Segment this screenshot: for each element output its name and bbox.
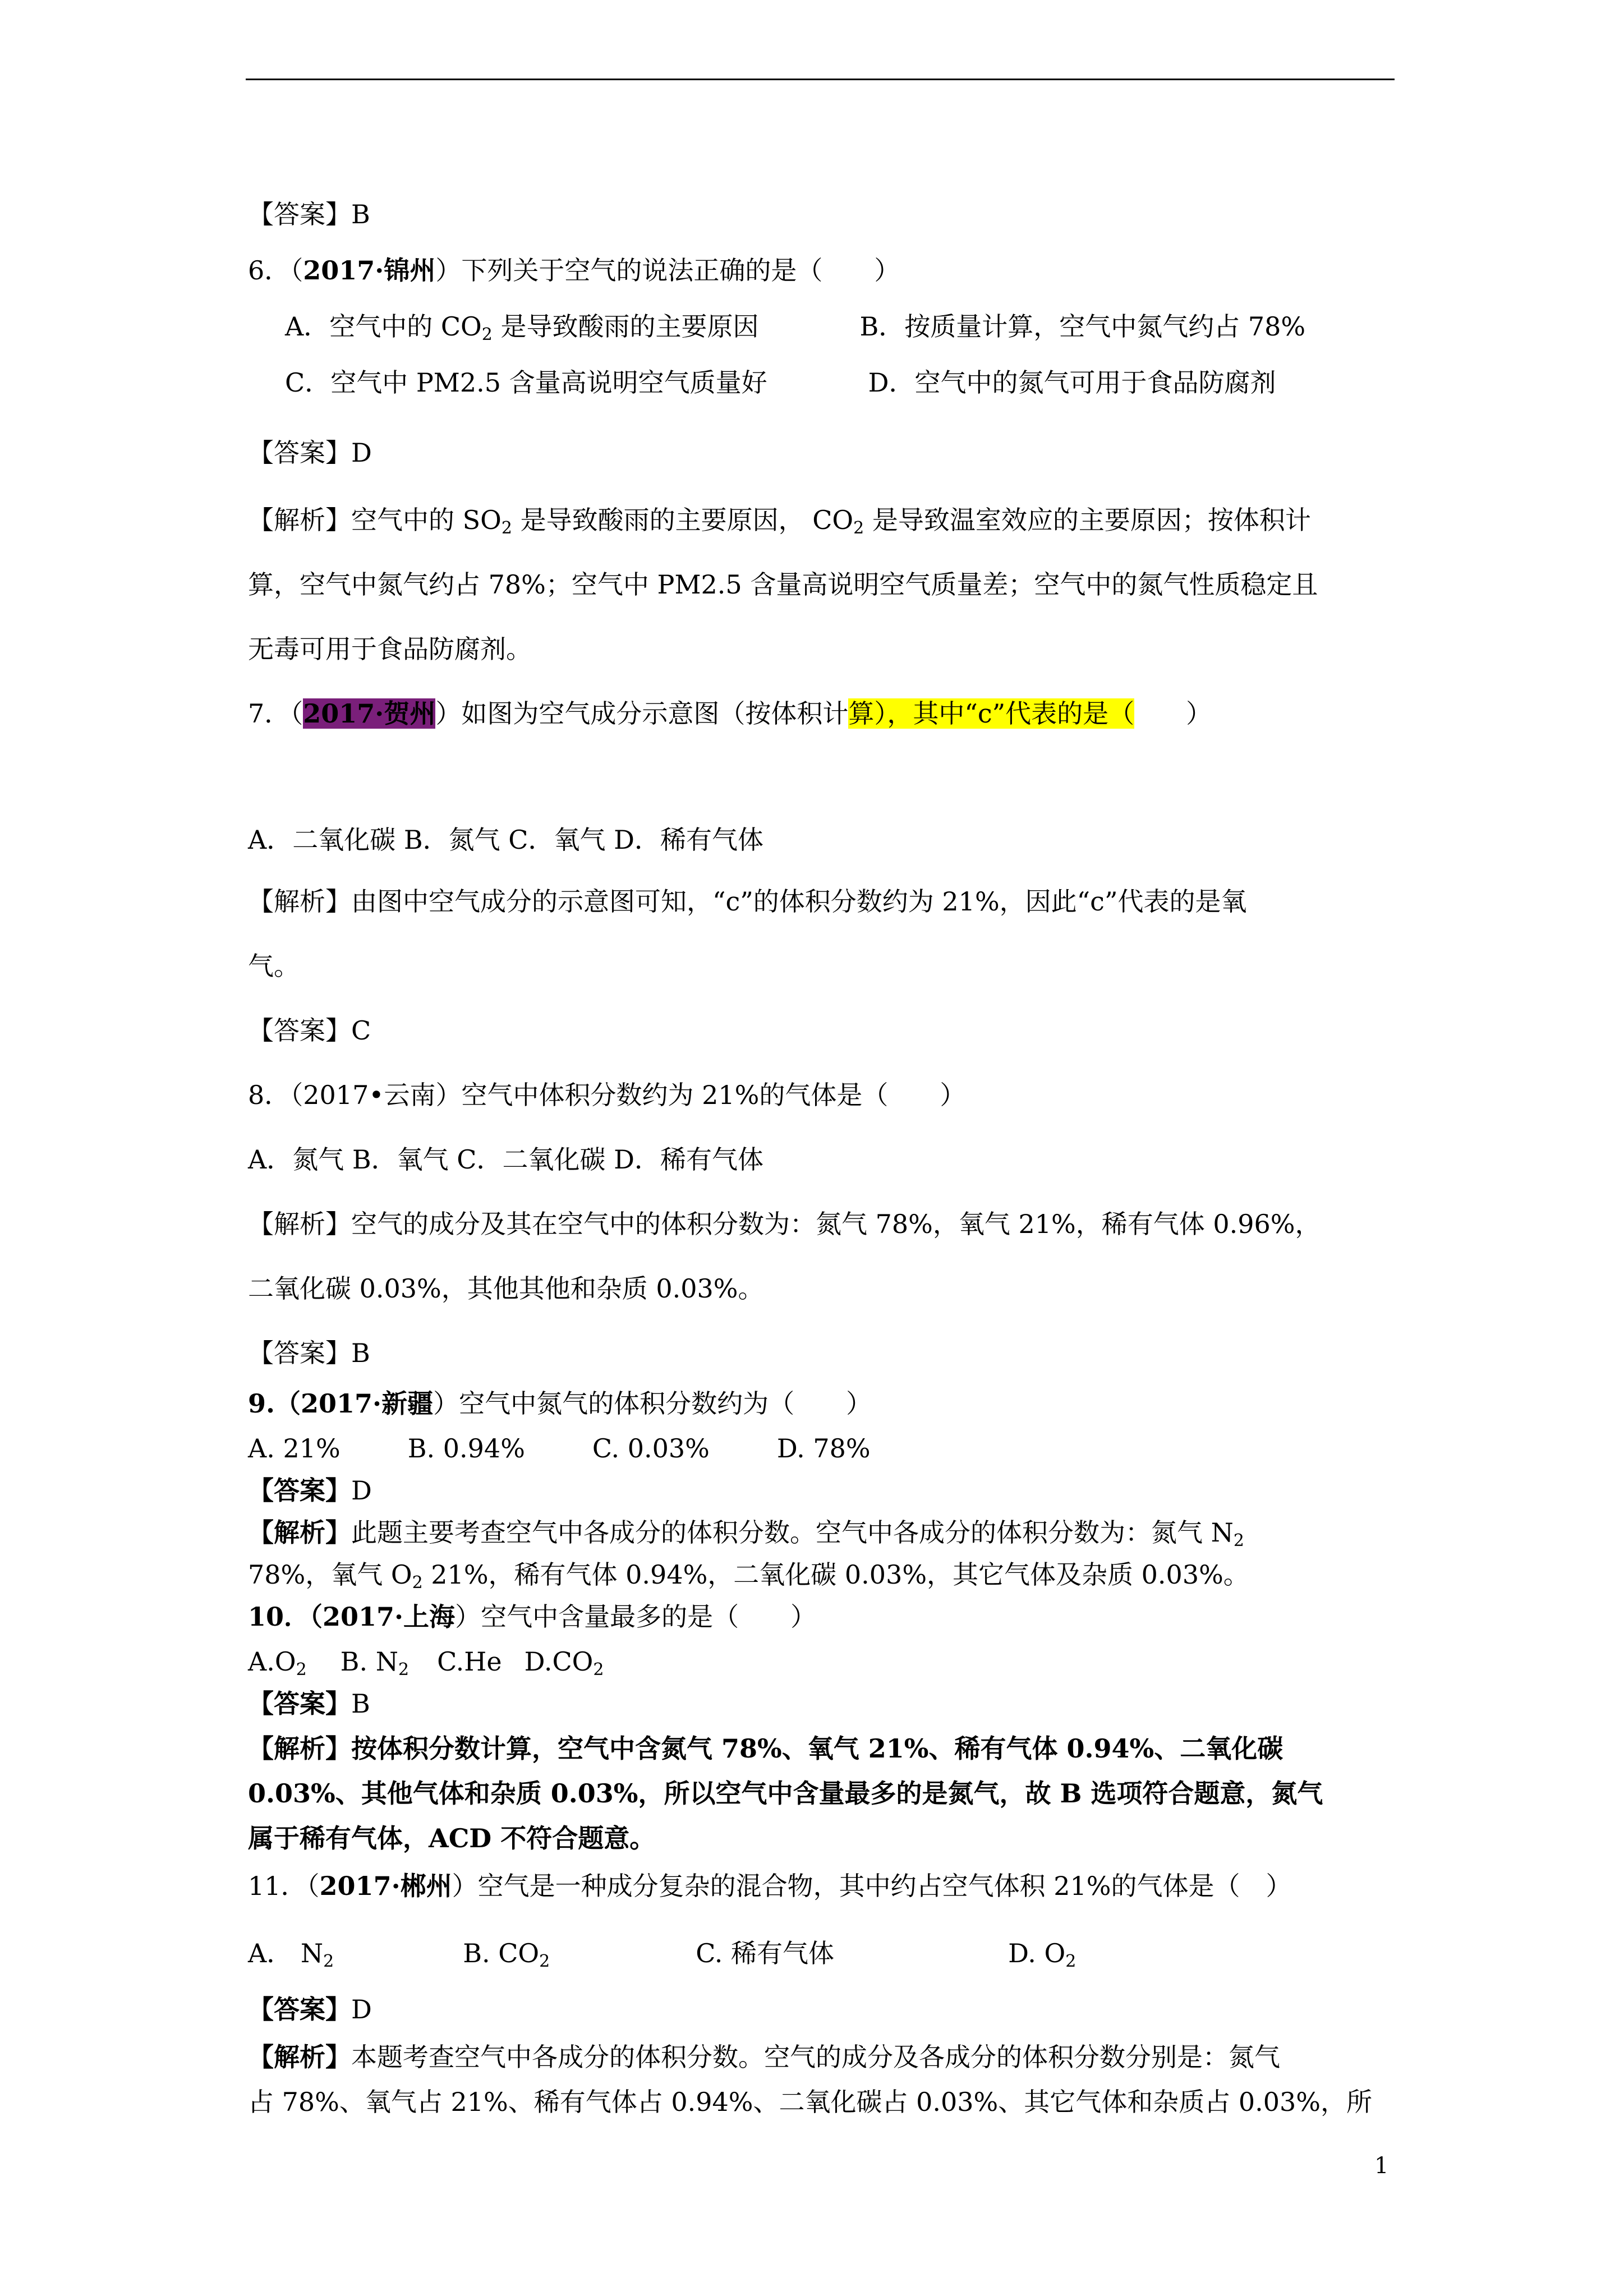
text-line [248, 254, 900, 287]
text-run: 无毒可用于食品防腐剂。 [248, 634, 532, 664]
text-run: D. 78% [776, 1433, 871, 1464]
text-run: 【解析】空气的成分及其在空气中的体积分数为：氮气 78%，氧气 21%，稀有气体 0.96%， [248, 1209, 1321, 1239]
page-number: 1 [1374, 2153, 1389, 2179]
text-run: D [351, 1475, 372, 1506]
text-run: A．二氧化碳 B．氮气 C．氧气 D．稀有气体 [248, 825, 763, 855]
highlighted-text: 2017·贺州 [303, 698, 436, 729]
text-run: B [351, 1688, 370, 1719]
text-run: 【解析】空气中的 SO [248, 505, 502, 535]
text-run: 【解析】按体积分数计算，空气中含氮气 78%、氧气 21%、稀有气体 0.94%、二氧化碳 [248, 1733, 1283, 1764]
text-line [248, 1687, 370, 1720]
text-run: 2017·郴州 [319, 1871, 452, 1901]
text-run: 占 78%、氧气占 21%、稀有气体占 0.94%、二氧化碳占 0.03%、其它气体和杂质占 0.03%，所 [248, 2087, 1372, 2117]
text-line [248, 1432, 871, 1465]
text-run: 此题主要考查空气中各成分的体积分数。空气中各成分的体积分数为：氮气 N [351, 1517, 1234, 1548]
text-run: ）空气是一种成分复杂的混合物，其中约占空气体积 21%的气体是（ ） [452, 1871, 1292, 1901]
text-run: 8．（2017•云南）空气中体积分数约为 21%的气体是（ ） [248, 1080, 966, 1110]
text-line [248, 1993, 372, 2026]
text-line [248, 1078, 965, 1112]
text-run: 【答案】 [248, 199, 351, 229]
text-line [248, 1732, 1283, 1765]
text-run: 本题考查空气中各成分的体积分数。空气的成分及各成分的体积分数分别是：氮气 [351, 2042, 1280, 2072]
text-run: 【解析】 [248, 2042, 351, 2072]
text-run: 【答案】 [248, 1994, 351, 2024]
text-run: 【答案】 [248, 1688, 351, 1719]
text-run: C.He [437, 1646, 502, 1677]
text-run: C．空气中 PM2.5 含量高说明空气质量好 [285, 367, 767, 398]
text-run: D [351, 1994, 372, 2024]
text-run: B．按质量计算，空气中氮气约占 78% [859, 311, 1306, 342]
subscript: 2 [481, 325, 493, 344]
text-run: C. 稀有气体 [696, 1938, 835, 1968]
text-run: 11．（ [248, 1871, 320, 1901]
text-line [248, 1143, 763, 1176]
text-line [248, 632, 532, 666]
subscript: 2 [323, 1952, 334, 1971]
text-run: A． N [248, 1938, 324, 1968]
text-run: 【答案】 [248, 1015, 351, 1046]
text-run: B. 0.94% [407, 1433, 525, 1464]
text-line [248, 1645, 604, 1678]
text-line [248, 1821, 655, 1855]
header-rule [246, 79, 1395, 80]
text-run: B. N [340, 1646, 398, 1677]
highlighted-text: 算），其中“c”代表的是（ [848, 698, 1135, 729]
text-run: 【答案】 [248, 1475, 351, 1506]
text-line [248, 436, 372, 470]
text-line [248, 949, 300, 983]
text-run: 78%，氧气 O [248, 1559, 412, 1590]
text-run: 气。 [248, 951, 300, 981]
subscript: 2 [853, 518, 864, 538]
text-run: 2017·上海 [323, 1602, 456, 1632]
text-line [248, 697, 1212, 730]
text-line [248, 1336, 370, 1370]
text-run: A. 21% [248, 1433, 341, 1464]
text-run: 【解析】 [248, 1517, 351, 1548]
text-run: 是导致酸雨的主要原因 [492, 311, 759, 342]
text-run: 【解析】由图中空气成分的示意图可知，“c”的体积分数约为 21%，因此“c”代表的是氧 [248, 886, 1247, 917]
subscript: 2 [412, 1573, 423, 1593]
text-run: D.CO [524, 1646, 594, 1677]
text-run: 算，空气中氮气约占 78%；空气中 PM2.5 含量高说明空气质量差；空气中的氮气性质稳定且 [248, 569, 1318, 600]
text-run: ） [1134, 698, 1212, 729]
text-line [248, 1869, 1291, 1903]
text-run: 6．（ [248, 255, 303, 286]
text-line [248, 2085, 1372, 2119]
text-line [248, 1207, 1321, 1241]
text-run: B [351, 1338, 370, 1368]
text-run: 21%，稀有气体 0.94%，二氧化碳 0.03%，其它气体及杂质 0.03%。 [422, 1559, 1249, 1590]
text-line [248, 1777, 1323, 1810]
text-run: A．空气中的 CO [285, 311, 482, 342]
text-line [248, 823, 763, 857]
text-line [248, 1272, 764, 1305]
subscript: 2 [398, 1660, 410, 1680]
text-line [248, 1936, 1076, 1970]
subscript: 2 [501, 518, 512, 538]
text-line [248, 1600, 816, 1634]
text-run: 10．（ [248, 1602, 323, 1632]
subscript: 2 [593, 1660, 604, 1680]
subscript: 2 [296, 1660, 307, 1680]
text-run: 二氧化碳 0.03%，其他其他和杂质 0.03%。 [248, 1273, 764, 1304]
text-line [248, 2040, 1280, 2074]
text-line [285, 310, 1305, 343]
text-run: ）如图为空气成分示意图（按体积计 [435, 698, 849, 729]
text-run: 2017·新疆 [301, 1388, 434, 1419]
text-run: 2017·锦州 [303, 255, 436, 286]
text-run: ）空气中氮气的体积分数约为（ ） [433, 1388, 872, 1419]
text-line [248, 1014, 371, 1047]
subscript: 2 [539, 1952, 550, 1971]
text-line [248, 503, 1311, 537]
text-run: 属于稀有气体，ACD 不符合题意。 [248, 1823, 656, 1853]
text-line [285, 366, 1276, 399]
text-run: D. O [1008, 1938, 1066, 1968]
text-run: 0.03%、其他气体和杂质 0.03%，所以空气中含量最多的是氮气，故 B 选项符合题意，氮气 [248, 1778, 1323, 1809]
text-run: 是导致温室效应的主要原因；按体积计 [864, 505, 1311, 535]
text-run: C [351, 1015, 371, 1046]
text-line [248, 1387, 872, 1420]
text-line [248, 1474, 372, 1507]
text-run: 【答案】 [248, 438, 351, 468]
text-run: B [351, 199, 370, 229]
text-run: A．氮气 B．氧气 C．二氧化碳 D．稀有气体 [248, 1144, 763, 1175]
text-run: 【答案】 [248, 1338, 351, 1368]
text-run: B. CO [463, 1938, 540, 1968]
text-line [248, 885, 1246, 918]
text-run: D．空气中的氮气可用于食品防腐剂 [868, 367, 1276, 398]
text-run: 是导致酸雨的主要原因， CO [512, 505, 854, 535]
text-line [248, 197, 370, 231]
text-run: ）空气中含量最多的是（ ） [455, 1602, 817, 1632]
text-line [248, 1558, 1249, 1591]
text-run: C. 0.03% [592, 1433, 710, 1464]
subscript: 2 [1065, 1952, 1076, 1971]
subscript: 2 [1233, 1531, 1244, 1550]
text-run: D [351, 438, 372, 468]
text-line [248, 568, 1318, 601]
text-line [248, 1516, 1244, 1549]
text-run: A.O [248, 1646, 296, 1677]
text-run: 9.（ [248, 1388, 301, 1419]
text-run: ）下列关于空气的说法正确的是（ ） [435, 255, 900, 286]
text-run: 7．（ [248, 698, 303, 729]
